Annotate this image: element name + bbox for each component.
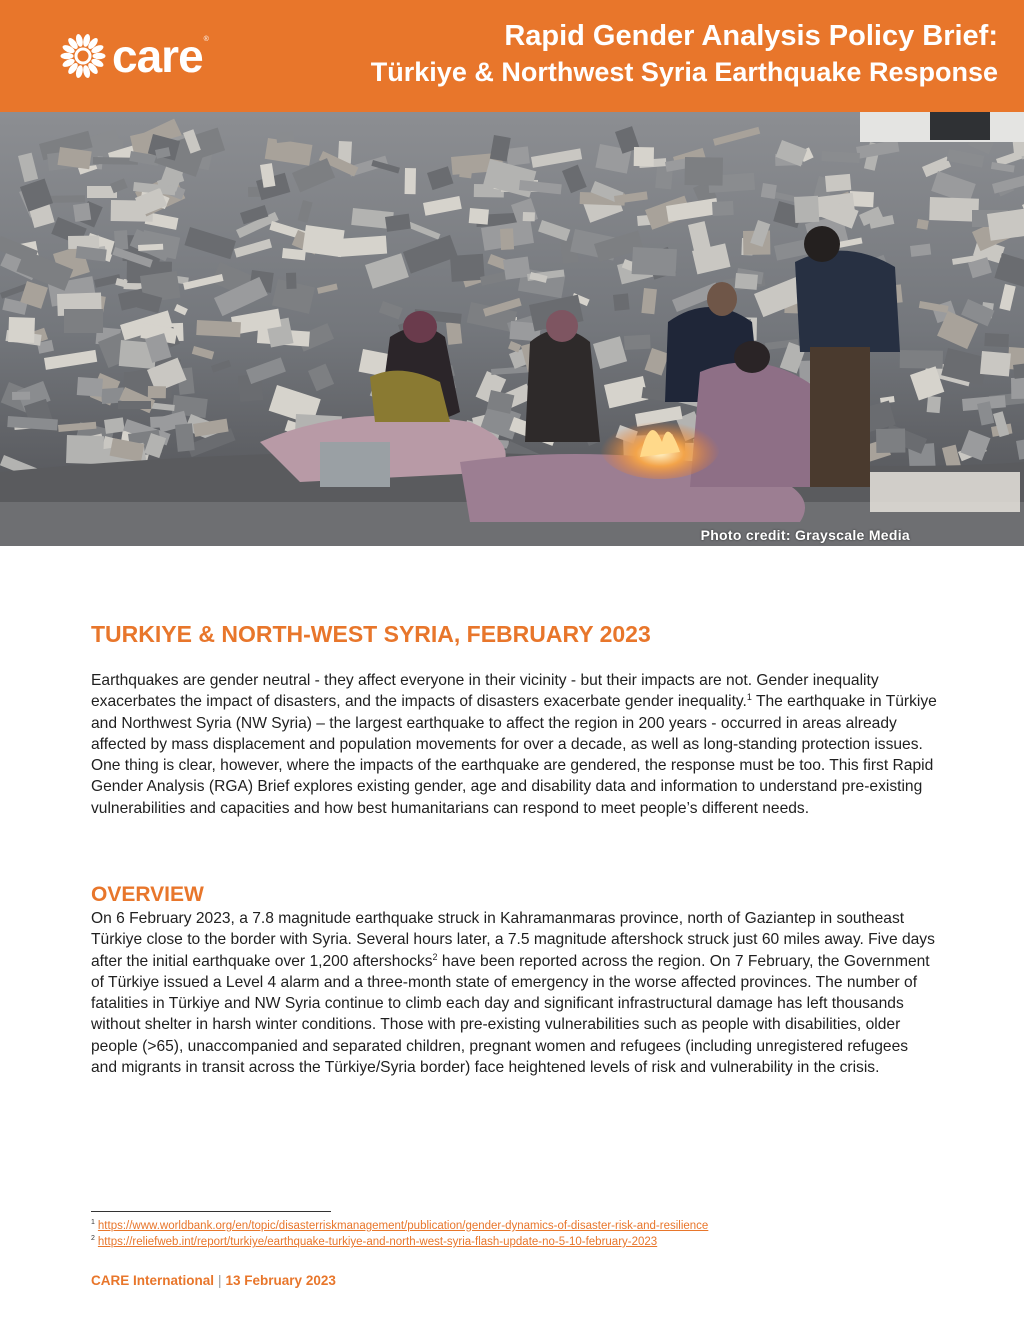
footer-org: CARE International [91, 1273, 215, 1288]
section-heading-region: TURKIYE & NORTH-WEST SYRIA, FEBRUARY 2023 [91, 621, 651, 647]
overview-paragraph [91, 908, 937, 1078]
overview-text-part-1: On 6 February 2023, a 7.8 magnitude earthquake struck in Kahramanmaras province, north of Gaziantep in southeast Türkiye close to the border with Syria. Several hours later, a 7.5 magnitude aftershock struck just 60 miles away. Five days after the initial earthquake over 1,200 aftershocks [91, 910, 935, 970]
title-line-1: Rapid Gender Analysis Policy Brief: [504, 20, 998, 52]
section-heading-overview: OVERVIEW [91, 883, 204, 906]
care-sunburst-icon [58, 28, 108, 84]
page-footer [91, 1273, 336, 1288]
intro-paragraph [91, 670, 937, 819]
hero-photo [0, 112, 1024, 546]
footer-date: 13 February 2023 [225, 1273, 336, 1288]
footnote-link-1[interactable]: https://www.worldbank.org/en/topic/disasterriskmanagement/publication/gender-dynamics-of-disaster-risk-and-resilience [97, 1220, 709, 1232]
footnote-ref-2[interactable]: 2 [432, 951, 438, 962]
footnote-link-2[interactable]: https://reliefweb.int/report/turkiye/earthquake-turkiye-and-north-west-syria-flash-update-no-5-10-february-2023 [97, 1236, 658, 1248]
footnote-2 [91, 1235, 657, 1249]
care-logo-text: care [112, 30, 203, 82]
overview-text-part-2: have been reported across the region. On 7 February, the Government of Türkiye issued a Level 4 alarm and a three-month state of emergency in the worse affected provinces. The number of fatalities in Türkiye and NW Syria continue to climb each day and significant infrastructural damage has left thousands without shelter in harsh winter conditions. Those with pre-existing vulnerabilities such as people with disabilities, older people (>65), unaccompanied and separated children, pregnant women and refugees (including unregistered refugees and migrants in transit across the Türkiye/Syria border) face heightened levels of risk and vulnerability in the crisis. [91, 952, 930, 1077]
footnote-number: 2 [91, 1235, 95, 1243]
intro-text-part-2: The earthquake in Türkiye and Northwest Syria (NW Syria) – the largest earthquake to affect the region in 200 years - occurred in areas already affected by mass displacement and population movements for over a decade, as well as long-standing protection issues. One thing is clear, however, where the impacts of the earthquake are gendered, the response must be too. This first Rapid Gender Analysis (RGA) Brief explores existing gender, age and disability data and information to understand pre-existing vulnerabilities and capacities and how best humanitarians can respond to meet people’s different needs. [91, 693, 937, 817]
footnote-number: 1 [91, 1219, 95, 1227]
earthquake-rubble-photo [0, 112, 1024, 546]
photo-credit: Photo credit: Grayscale Media [700, 527, 910, 543]
footnote-divider [91, 1211, 331, 1212]
title-line-2: Türkiye & Northwest Syria Earthquake Response [370, 57, 998, 87]
header-banner [0, 0, 1024, 112]
care-logo[interactable] [58, 26, 209, 86]
footer-separator: | [218, 1273, 222, 1288]
intro-text-part-1: Earthquakes are gender neutral - they affect everyone in their vicinity - but their impacts are not. Gender inequality exacerbates the impact of disasters, and the impacts of disasters exacerbate gender inequality. [91, 672, 879, 711]
document-title [371, 18, 998, 90]
footnote-1 [91, 1219, 708, 1233]
trademark-mark: ® [203, 36, 209, 43]
footnote-ref-1[interactable]: 1 [746, 692, 752, 703]
